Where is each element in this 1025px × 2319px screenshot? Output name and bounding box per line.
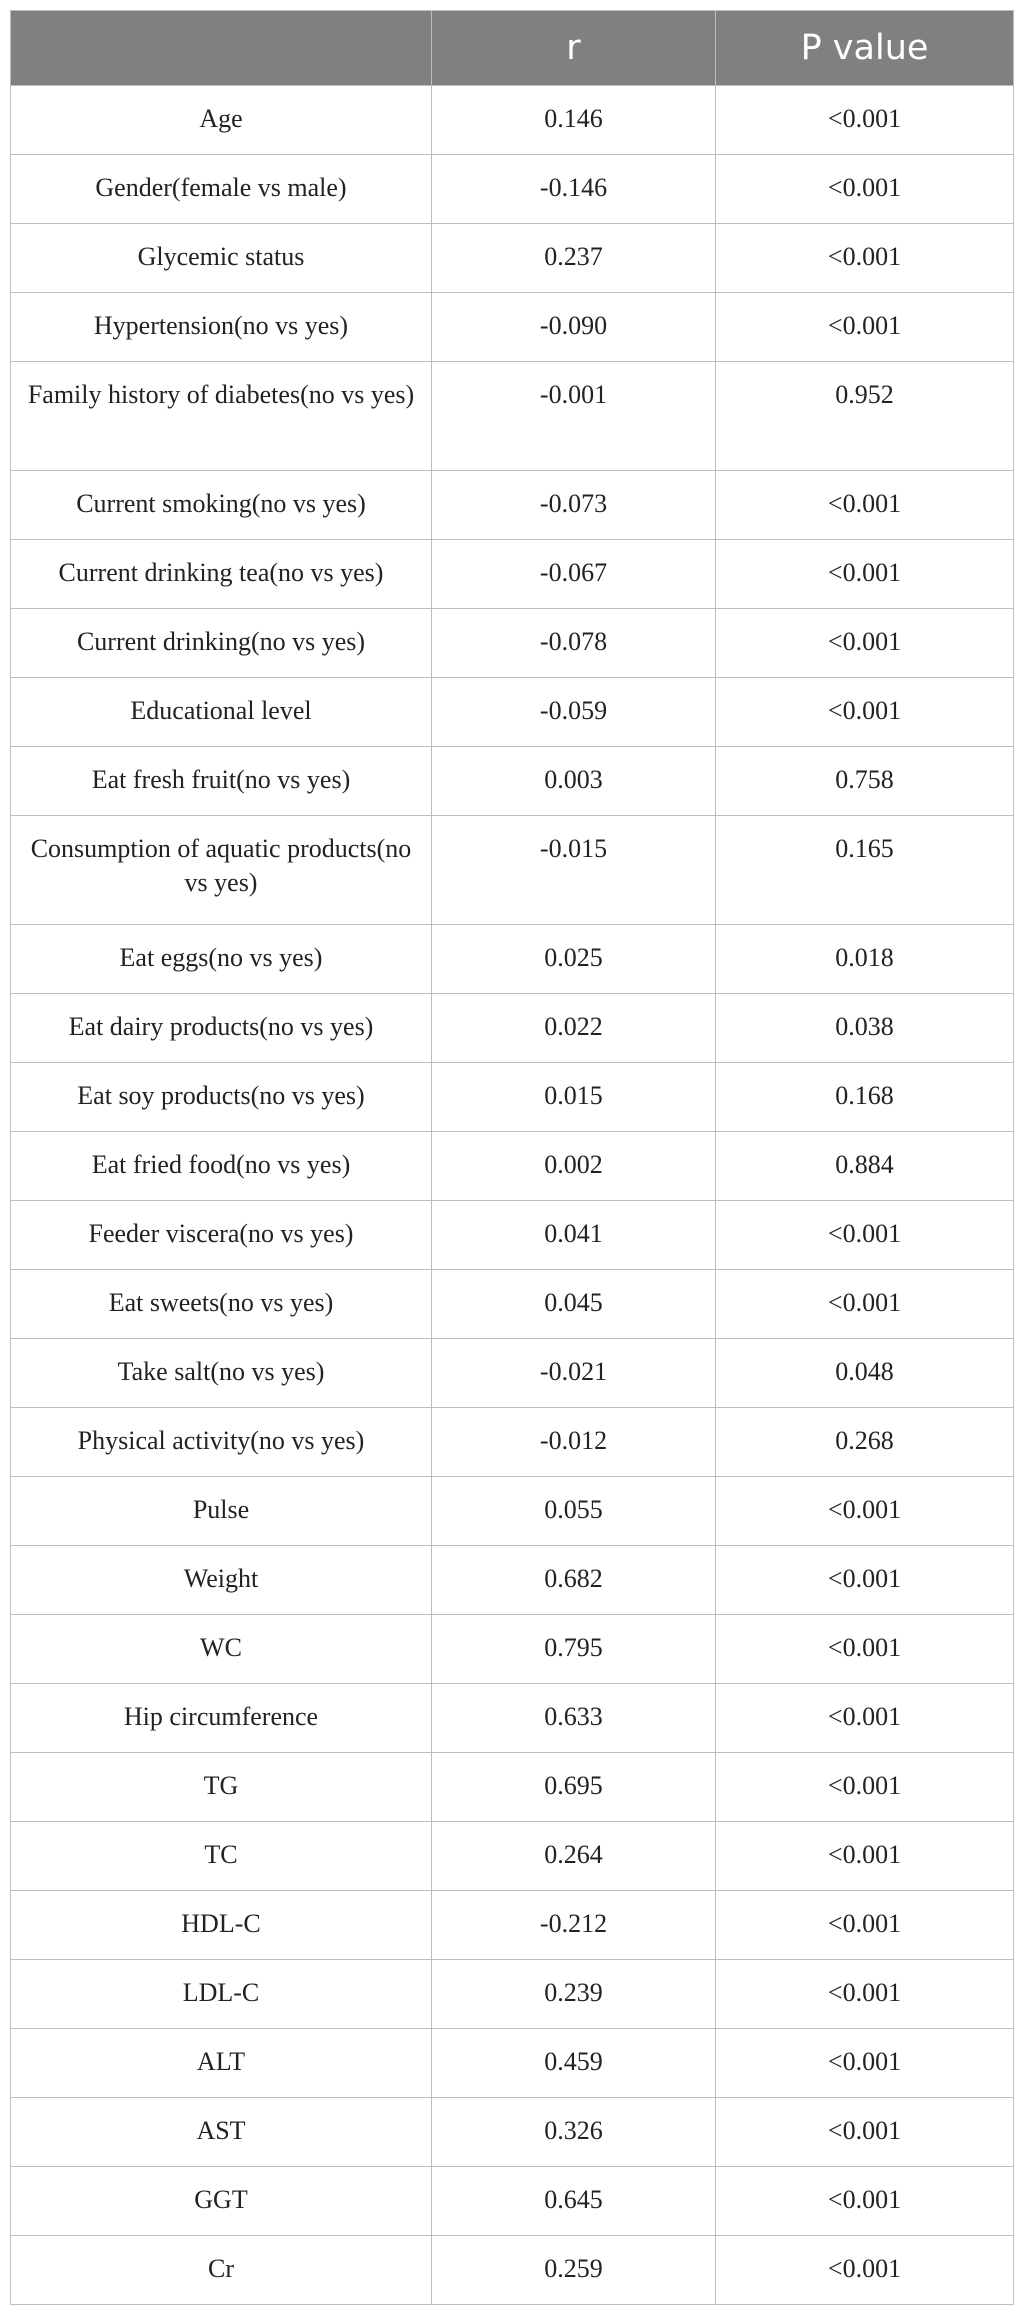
row-variable: Family history of diabetes(no vs yes)	[11, 362, 432, 471]
row-variable: Cr	[11, 2236, 432, 2305]
table-row	[11, 1753, 1014, 1822]
row-p-value: <0.001	[716, 678, 1014, 747]
row-variable: Eat fresh fruit(no vs yes)	[11, 747, 432, 816]
row-r-value: 0.459	[432, 2029, 716, 2098]
row-r-value: 0.002	[432, 1132, 716, 1201]
table-body	[11, 86, 1014, 2305]
row-variable: Eat sweets(no vs yes)	[11, 1270, 432, 1339]
row-p-value: 0.952	[716, 362, 1014, 471]
table-row	[11, 1063, 1014, 1132]
row-p-value: <0.001	[716, 1684, 1014, 1753]
table-row	[11, 86, 1014, 155]
row-p-value: <0.001	[716, 155, 1014, 224]
row-r-value: 0.695	[432, 1753, 716, 1822]
table-row	[11, 1132, 1014, 1201]
table-row	[11, 293, 1014, 362]
row-variable: Age	[11, 86, 432, 155]
row-p-value: <0.001	[716, 2098, 1014, 2167]
row-p-value: 0.884	[716, 1132, 1014, 1201]
table-row	[11, 1684, 1014, 1753]
table-row	[11, 1270, 1014, 1339]
row-variable: WC	[11, 1615, 432, 1684]
table-row	[11, 1201, 1014, 1270]
correlation-table	[10, 10, 1014, 2305]
row-r-value: 0.633	[432, 1684, 716, 1753]
row-variable: Eat dairy products(no vs yes)	[11, 994, 432, 1063]
row-p-value: 0.165	[716, 816, 1014, 925]
row-r-value: 0.259	[432, 2236, 716, 2305]
table-row	[11, 925, 1014, 994]
row-p-value: 0.268	[716, 1408, 1014, 1477]
row-r-value: 0.682	[432, 1546, 716, 1615]
row-p-value: <0.001	[716, 1270, 1014, 1339]
table-row	[11, 362, 1014, 471]
row-variable: Educational level	[11, 678, 432, 747]
row-variable: Current smoking(no vs yes)	[11, 471, 432, 540]
table-row	[11, 224, 1014, 293]
row-variable: Pulse	[11, 1477, 432, 1546]
row-variable: Weight	[11, 1546, 432, 1615]
row-p-value: <0.001	[716, 471, 1014, 540]
table-row	[11, 747, 1014, 816]
row-r-value: 0.022	[432, 994, 716, 1063]
row-p-value: <0.001	[716, 1477, 1014, 1546]
table-row	[11, 994, 1014, 1063]
table-row	[11, 1822, 1014, 1891]
row-p-value: <0.001	[716, 2236, 1014, 2305]
table-row	[11, 1960, 1014, 2029]
row-variable: Gender(female vs male)	[11, 155, 432, 224]
row-r-value: 0.025	[432, 925, 716, 994]
row-r-value: 0.795	[432, 1615, 716, 1684]
row-variable: Consumption of aquatic products(no vs yes)	[11, 816, 432, 925]
row-r-value: 0.045	[432, 1270, 716, 1339]
row-r-value: -0.012	[432, 1408, 716, 1477]
row-r-value: -0.073	[432, 471, 716, 540]
row-variable: AST	[11, 2098, 432, 2167]
row-variable: TG	[11, 1753, 432, 1822]
table-row	[11, 540, 1014, 609]
header-variable	[11, 11, 432, 86]
table-row	[11, 1615, 1014, 1684]
row-variable: Hip circumference	[11, 1684, 432, 1753]
row-r-value: -0.078	[432, 609, 716, 678]
table-row	[11, 1891, 1014, 1960]
row-variable: ALT	[11, 2029, 432, 2098]
row-p-value: <0.001	[716, 540, 1014, 609]
row-r-value: -0.059	[432, 678, 716, 747]
row-variable: Eat fried food(no vs yes)	[11, 1132, 432, 1201]
row-p-value: <0.001	[716, 1615, 1014, 1684]
row-r-value: 0.237	[432, 224, 716, 293]
row-p-value: <0.001	[716, 86, 1014, 155]
row-p-value: <0.001	[716, 1960, 1014, 2029]
table-row	[11, 1408, 1014, 1477]
row-r-value: 0.041	[432, 1201, 716, 1270]
row-r-value: 0.055	[432, 1477, 716, 1546]
row-variable: Glycemic status	[11, 224, 432, 293]
row-r-value: -0.015	[432, 816, 716, 925]
row-p-value: 0.018	[716, 925, 1014, 994]
row-variable: GGT	[11, 2167, 432, 2236]
row-r-value: -0.146	[432, 155, 716, 224]
row-r-value: 0.326	[432, 2098, 716, 2167]
row-variable: Take salt(no vs yes)	[11, 1339, 432, 1408]
row-variable: Hypertension(no vs yes)	[11, 293, 432, 362]
row-r-value: 0.239	[432, 1960, 716, 2029]
table-row	[11, 2167, 1014, 2236]
table-row	[11, 2029, 1014, 2098]
row-p-value: <0.001	[716, 293, 1014, 362]
row-p-value: 0.758	[716, 747, 1014, 816]
row-r-value: 0.264	[432, 1822, 716, 1891]
table-row	[11, 155, 1014, 224]
row-r-value: -0.001	[432, 362, 716, 471]
row-p-value: 0.048	[716, 1339, 1014, 1408]
table-row	[11, 2098, 1014, 2167]
row-r-value: -0.212	[432, 1891, 716, 1960]
table-row	[11, 609, 1014, 678]
header-r: r	[432, 11, 716, 86]
table-row	[11, 2236, 1014, 2305]
row-r-value: -0.021	[432, 1339, 716, 1408]
row-r-value: 0.146	[432, 86, 716, 155]
row-p-value: <0.001	[716, 2167, 1014, 2236]
row-p-value: <0.001	[716, 609, 1014, 678]
row-variable: Current drinking(no vs yes)	[11, 609, 432, 678]
row-variable: LDL-C	[11, 1960, 432, 2029]
row-r-value: -0.090	[432, 293, 716, 362]
table-row	[11, 1339, 1014, 1408]
row-p-value: 0.038	[716, 994, 1014, 1063]
table-row	[11, 1546, 1014, 1615]
row-variable: Eat eggs(no vs yes)	[11, 925, 432, 994]
row-p-value: <0.001	[716, 1753, 1014, 1822]
row-p-value: 0.168	[716, 1063, 1014, 1132]
row-variable: Physical activity(no vs yes)	[11, 1408, 432, 1477]
table-row	[11, 1477, 1014, 1546]
row-r-value: 0.003	[432, 747, 716, 816]
row-r-value: 0.015	[432, 1063, 716, 1132]
row-variable: TC	[11, 1822, 432, 1891]
row-r-value: 0.645	[432, 2167, 716, 2236]
row-p-value: <0.001	[716, 2029, 1014, 2098]
row-p-value: <0.001	[716, 1822, 1014, 1891]
row-p-value: <0.001	[716, 1891, 1014, 1960]
row-variable: Current drinking tea(no vs yes)	[11, 540, 432, 609]
row-r-value: -0.067	[432, 540, 716, 609]
table-row	[11, 471, 1014, 540]
row-p-value: <0.001	[716, 224, 1014, 293]
row-p-value: <0.001	[716, 1201, 1014, 1270]
row-variable: HDL-C	[11, 1891, 432, 1960]
row-variable: Feeder viscera(no vs yes)	[11, 1201, 432, 1270]
header-p-value: P value	[716, 11, 1014, 86]
table-row	[11, 678, 1014, 747]
row-p-value: <0.001	[716, 1546, 1014, 1615]
row-variable: Eat soy products(no vs yes)	[11, 1063, 432, 1132]
header-row	[11, 11, 1014, 86]
table-row	[11, 816, 1014, 925]
